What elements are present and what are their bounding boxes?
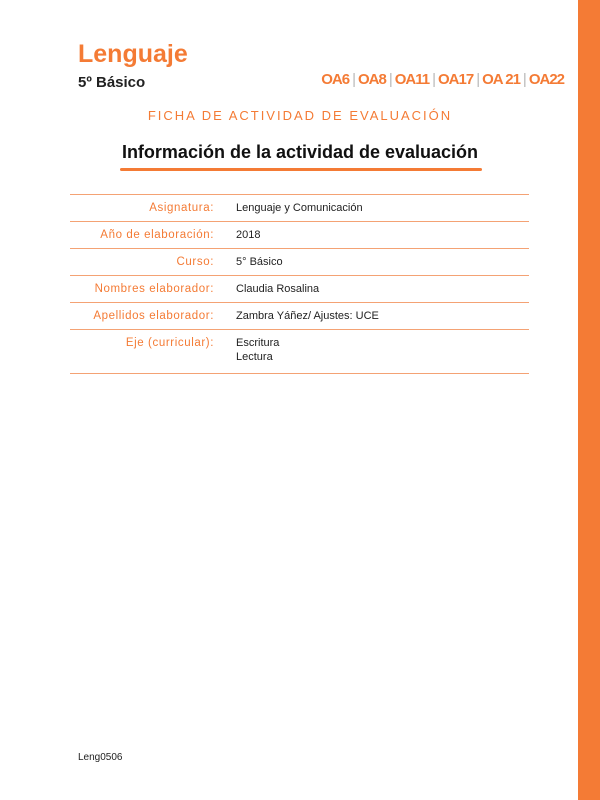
oa-code: OA6 [321, 71, 350, 88]
row-value: 5° Básico [222, 249, 529, 276]
info-table [70, 194, 529, 374]
info-row-author-names [70, 276, 529, 303]
grade-label: 5º Básico [78, 74, 146, 91]
info-row-axis [70, 330, 529, 374]
info-row-author-surnames [70, 303, 529, 330]
row-value [222, 330, 529, 374]
title-underline [120, 168, 482, 171]
oa-codes [321, 71, 564, 88]
sheet-label: FICHA DE ACTIVIDAD DE EVALUACIÓN [147, 108, 453, 123]
section-title: Información de la actividad de evaluación [121, 142, 479, 162]
oa-code: OA8 [358, 71, 386, 88]
axis-value: Escritura [236, 337, 280, 349]
oa-separator: | [476, 71, 480, 88]
row-value: Lenguaje y Comunicación [222, 195, 529, 222]
info-row-subject [70, 195, 529, 222]
oa-separator: | [522, 71, 526, 88]
footer-code: Leng0506 [78, 752, 123, 763]
info-row-course [70, 249, 529, 276]
oa-code: OA11 [394, 71, 430, 88]
row-label: Curso: [70, 249, 222, 276]
oa-separator: | [388, 71, 392, 88]
oa-code: OA17 [438, 71, 474, 88]
oa-code: OA22 [528, 71, 564, 88]
subject-title: Lenguaje [78, 40, 188, 68]
oa-code: OA 21 [482, 71, 520, 88]
axis-value: Lectura [236, 351, 273, 363]
row-value: Zambra Yáñez/ Ajustes: UCE [222, 303, 529, 330]
oa-separator: | [432, 71, 436, 88]
info-row-year [70, 222, 529, 249]
row-label: Eje (curricular): [70, 330, 222, 374]
row-label: Asignatura: [70, 195, 222, 222]
oa-separator: | [352, 71, 355, 88]
row-label: Año de elaboración: [70, 222, 222, 249]
row-value: Claudia Rosalina [222, 276, 529, 303]
row-label: Apellidos elaborador: [70, 303, 222, 330]
row-value: 2018 [222, 222, 529, 249]
row-label: Nombres elaborador: [70, 276, 222, 303]
